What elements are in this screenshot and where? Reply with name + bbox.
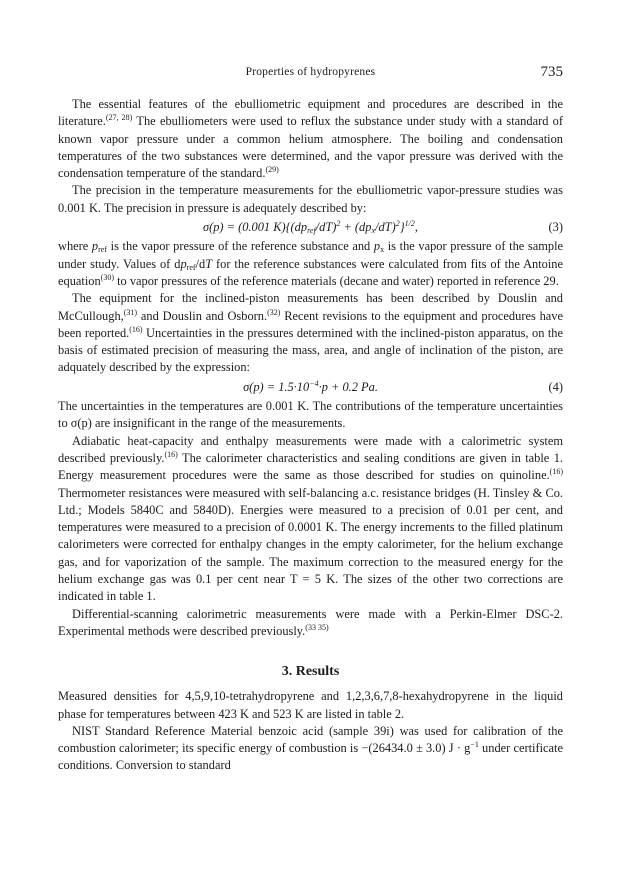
citation: (32) (267, 307, 281, 317)
equation-3 (58, 219, 563, 236)
citation: (27, 28) (105, 113, 133, 123)
running-title: Properties of hydropyrenes (245, 66, 376, 78)
citation: (30) (100, 272, 114, 282)
equation-3-body: σ(p) = (0.001 $K)\{(dp_{ref}/dT)^2 + (dp_x/dT)^2\}^{1/2}$, (202, 219, 419, 236)
equation-4 (58, 379, 563, 396)
paragraph-adiabatic: Adiabatic heat-capacity and enthalpy measurements were made with a calorimetric system described previously.$^{(16)}$ The calorimeter characteristics and sealing conditions are given in table 1. Energy measurement procedures were the same as those described for studies on quinoline.$^{(16)}$ Thermometer resistances were measured with self-balancing a.c. resistance bridges (H. Tinsley & Co. Ltd.; Models 5840C and 5840D). Energies were measured to a precision of 0.01 per cent, and temperatures were measured to a precision of 0.0001 K. The energy increments to the filled platinum calorimeters were corrected for enthalpy changes in the empty calorimeter, for the helium exchange gas, and for vaporization of the sample. The maximum correction to the measured energy for the helium exchange gas was 0.1 per cent near T = 5 K. The sizes of the other two corrections are indicated in table 1. (58, 433, 563, 604)
citation: (33 35) (305, 622, 329, 632)
page-header (58, 66, 563, 86)
citation: (16) (549, 467, 563, 477)
page-number: 735 (540, 64, 563, 80)
paragraph-inclined-piston: The equipment for the inclined-piston measurements has been described by Douslin and McCullough,$^{(31)}$ and Douslin and Osborn.$^{(32)}$ Recent revisions to the equipment and procedures have been reported.$^{(16)}$ Uncertainties in the pressures determined with the inclined-piston apparatus, on the basis of estimated precision of measuring the mass, area, and angle of inclination of the piston, are adquately described by the expression: (58, 291, 563, 375)
paragraph-ebulliometric-features: The essential features of the ebulliometric equipment and procedures are described in the literature.$^{(27, 28)}$ The ebulliometers were used to reflux the substance under study with a standard of known vapor pressure under a common helium atmosphere. The boiling and condensation temperatures of the two substances were determined, and the vapor pressure was derived with the condensation temperature of the standard.$^{(29)}$ (58, 97, 563, 181)
citation: (16) (129, 324, 143, 334)
equation-3-number: (3) (548, 220, 563, 235)
paragraph-benzoic-acid: NIST Standard Reference Material benzoic acid (sample 39i) was used for calibration of the combustion calorimeter; its specific energy of combustion is −(26434.0 ± 3.0) $J \cdot g^{-1}$ under certificate conditions. Conversion to standard (58, 723, 563, 773)
equation-4-body: $\sigma(p) = 1.5\cdot 10^{-4}\cdot p + 0.2$ Pa. (243, 378, 378, 394)
paragraph-uncertainties: The uncertainties in the temperatures are 0.001 K. The contributions of the temperature uncertainties to σ(p) are insignificant in the range of the measurements. (58, 399, 563, 431)
paragraph-dsc: Differential-scanning calorimetric measurements were made with a Perkin-Elmer DSC-2. Experimental methods were described previously.$^{(33 35)}$ (58, 606, 563, 638)
paragraph-densities: Measured densities for 4,5,9,10-tetrahydropyrene and 1,2,3,6,7,8-hexahydropyrene in the liquid phase for temperatures between 423 K and 523 K are listed in table 2. (58, 689, 563, 721)
page (58, 66, 563, 775)
citation: (29) (265, 165, 279, 175)
section-heading-results: 3. Results (281, 664, 340, 680)
paragraph-precision: The precision in the temperature measurements for the ebulliometric vapor-pressure studies was 0.001 K. The precision in pressure is adequately described by: (58, 183, 563, 215)
citation: (16) (164, 449, 178, 459)
citation: (31) (123, 307, 138, 317)
paragraph-where: where $p_{ref}$ is the vapor pressure of the reference substance and $p_x$ is the vapor pressure of the sample under study. Values of $dp_{ref}/dT$ for the reference substances were calculated from fits of the Antoine equation$^{(30)}$ to vapor pressures of the reference materials (decane and water) reported in reference 29. (58, 239, 564, 288)
equation-4-number: (4) (548, 379, 563, 394)
